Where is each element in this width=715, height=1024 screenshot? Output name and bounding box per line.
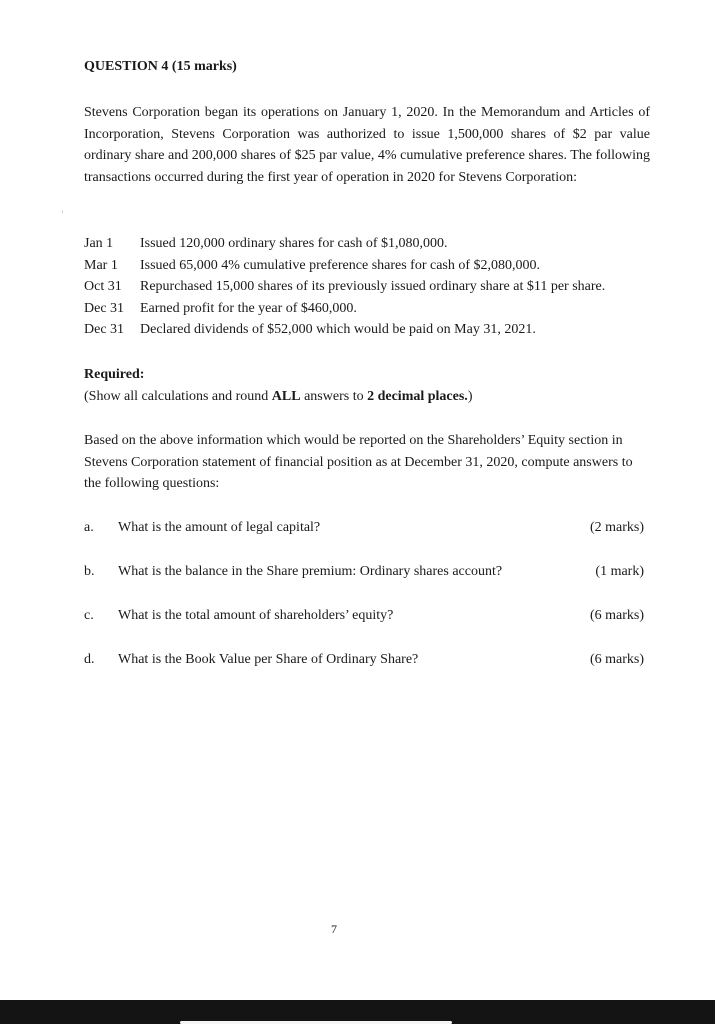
required-heading: Required:: [84, 367, 145, 382]
question-item: [84, 605, 644, 649]
question-text: What is the amount of legal capital?: [118, 520, 321, 535]
transaction-description: Earned profit for the year of $460,000.: [140, 300, 357, 316]
transactions-list: [84, 233, 664, 341]
question-text: What is the balance in the Share premium: Ordinary shares account?: [118, 564, 503, 579]
page-number: 7: [331, 922, 337, 936]
question-item: [84, 517, 644, 561]
questions-list: [84, 517, 644, 693]
question-text: What is the Book Value per Share of Ordinary Share?: [118, 652, 419, 667]
transaction-row: [84, 233, 664, 255]
question-marks: (2 marks): [589, 520, 644, 535]
transaction-description: Declared dividends of $52,000 which would be paid on May 31, 2021.: [140, 322, 536, 337]
question-letter: b.: [84, 564, 95, 579]
question-marks: (6 marks): [589, 652, 644, 667]
required-section: [84, 364, 472, 407]
question-title: QUESTION 4 (15 marks): [84, 59, 237, 74]
transaction-date: Jan 1: [84, 236, 114, 251]
based-on-paragraph: Based on the above information which would be reported on the Shareholders’ Equity section in Stevens Corporation statement of financial position as at December 31, 2020, compute answers to the following questions:: [84, 433, 633, 491]
instruction-text: answers to: [300, 388, 368, 404]
scan-mark: [62, 210, 63, 213]
question-letter: c.: [84, 608, 94, 623]
transaction-row: [84, 298, 664, 320]
transaction-row: [84, 255, 664, 277]
transaction-description: Issued 65,000 4% cumulative preference shares for cash of $2,080,000.: [140, 257, 541, 273]
intro-paragraph: Stevens Corporation began its operations on January 1, 2020. In the Memorandum and Articles of Incorporation, Stevens Corporation was authorized to issue 1,500,000 shares of $2 par value ordinary share and 200,000 shares of $25 par value, 4% cumulative preference shares. The following transactions occurred during the first year of operation in 2020 for Stevens Corporation:: [84, 105, 650, 185]
transaction-date: Mar 1: [84, 257, 118, 273]
transaction-date: Dec 31: [84, 300, 125, 316]
instruction-text: ): [467, 388, 473, 404]
instruction-text: (Show all calculations and round: [84, 388, 272, 404]
transaction-description: Repurchased 15,000 shares of its previously issued ordinary share at $11 per share.: [140, 279, 606, 294]
transaction-description: Issued 120,000 ordinary shares for cash of $1,080,000.: [140, 236, 448, 251]
question-item: [84, 561, 644, 605]
transaction-date: Oct 31: [84, 279, 122, 294]
question-letter: d.: [84, 652, 95, 667]
transaction-row: [84, 319, 664, 341]
question-item: [84, 649, 644, 693]
question-marks: (1 mark): [595, 564, 644, 579]
question-text: What is the total amount of shareholders’ equity?: [118, 608, 394, 623]
transaction-date: Dec 31: [84, 322, 125, 337]
instruction-emphasis: 2 decimal places.: [367, 388, 468, 404]
required-instruction: [84, 386, 472, 408]
question-marks: (6 marks): [589, 608, 644, 623]
question-letter: a.: [84, 520, 94, 535]
transaction-row: [84, 276, 664, 298]
instruction-emphasis: ALL: [271, 388, 301, 404]
